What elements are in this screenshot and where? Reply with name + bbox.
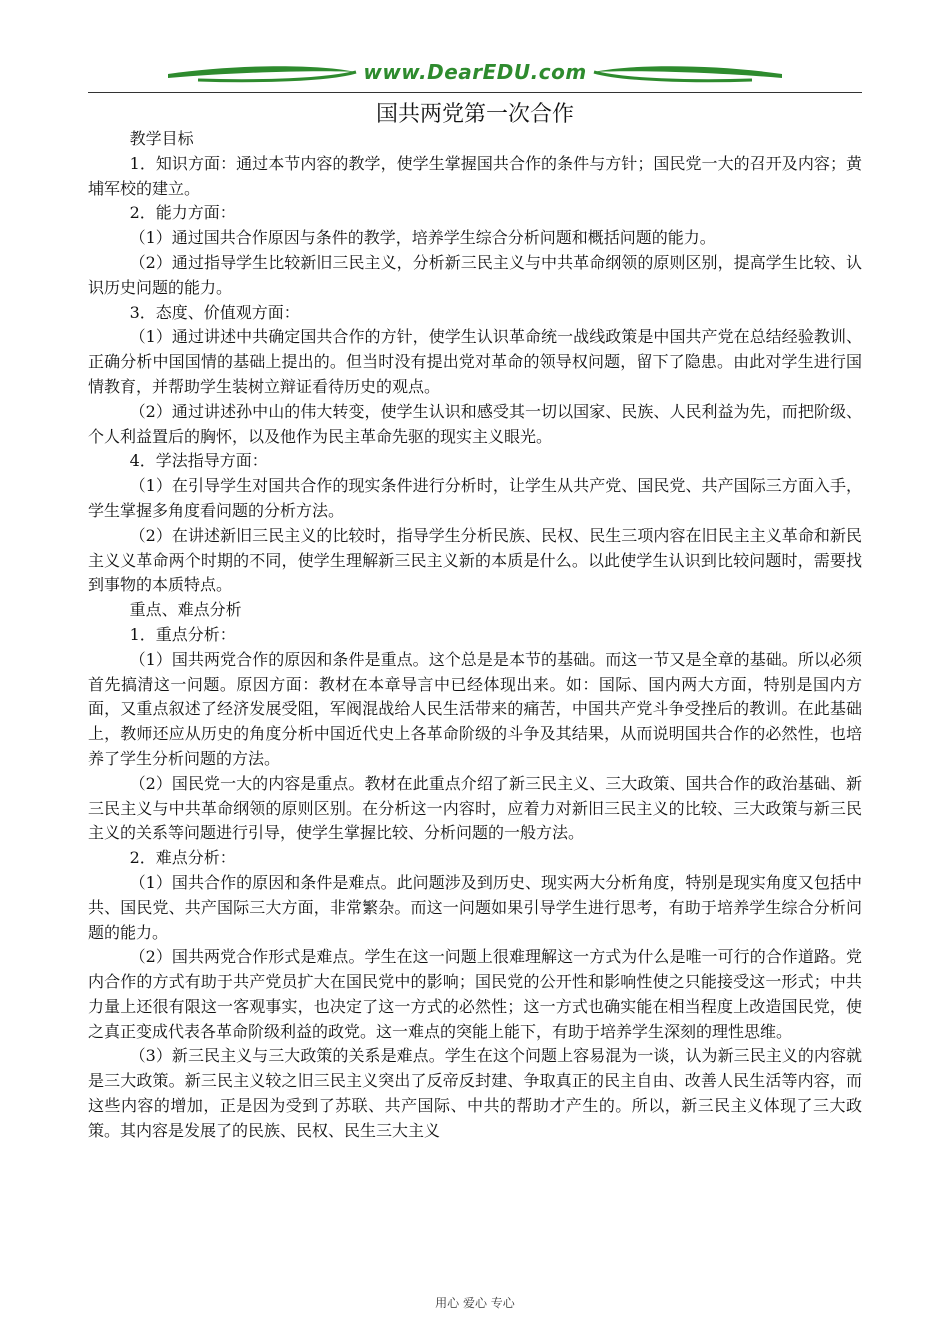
paragraph: （2）国共两党合作形式是难点。学生在这一问题上很难理解这一方式为什么是唯一可行的合作道路。党内合作的方式有助于共产党员扩大在国民党中的影响；国民党的公开性和影响性使之只能接受这一形式；中共力量上还很有限这一客观事实，也决定了这一方式的必然性；这一方式也确实能在相当程度上改造国民党，使之真正变成代表各革命阶级利益的政党。这一难点的突能上能下，有助于培养学生深刻的理性思维。 [88, 947, 862, 1041]
document-body [88, 127, 862, 1144]
section-heading: 教学目标 [129, 129, 194, 148]
paragraph: （1）在引导学生对国共合作的现实条件进行分析时，让学生从共产党、国民党、共产国际三方面入手，学生掌握多角度看问题的分析方法。 [88, 476, 862, 520]
section-heading: 重点、难点分析 [129, 600, 242, 620]
site-banner [88, 58, 862, 92]
paragraph: （2）在讲述新旧三民主义的比较时，指导学生分析民族、民权、民生三项内容在旧民主主义革命和新民主义义革命两个时期的不同，使学生理解新三民主义新的本质是什么。以此使学生认识到比较问题时，需要找到事物的本质特点。 [88, 525, 862, 595]
paragraph: （1）国共两党合作的原因和条件是重点。这个总是是本节的基础。而这一节又是全章的基础。所以必须首先搞清这一问题。原因方面：教材在本章导言中已经体现出来。如：国际、国内两大方面，特别是国内方面，又重点叙述了经济发展受阻，军阀混战给人民生活带来的痛苦，中国共产党斗争受挫后的教训。在此基础上，教师还应从历史的角度分析中国近代史上各革命阶级的斗争及其结果，从而说明国共合作的必然性，也培养了学生分析问题的方法。 [88, 649, 862, 768]
site-logo: www.DearEDU.com [363, 60, 587, 84]
paragraph: （1）通过讲述中共确定国共合作的方针，使学生认识革命统一战线政策是中国共产党在总结经验教训、正确分析中国国情的基础上提出的。但当时没有提出党对革命的领导权问题，留下了隐患。由此对学生进行国情教育，并帮助学生装树立辩证看待历史的观点。 [88, 327, 862, 396]
paragraph: 4．学法指导方面： [129, 451, 268, 471]
paragraph: （2）通过指导学生比较新旧三民主义，分析新三民主义与中共革命纲领的原则区别，提高学生比较、认识历史问题的能力。 [88, 252, 862, 297]
paragraph: 1．知识方面：通过本节内容的教学，使学生掌握国共合作的条件与方针；国民党一大的召开及内容；黄埔军校的建立。 [88, 153, 862, 198]
paragraph: （2）通过讲述孙中山的伟大转变，使学生认识和感受其一切以国家、民族、人民利益为先，而把阶级、个人利益置后的胸怀，以及他作为民主革命先驱的现实主义眼光。 [88, 401, 862, 446]
paragraph: 2．能力方面： [129, 203, 236, 223]
paragraph: 2．难点分析： [129, 848, 236, 868]
paragraph: 1．重点分析： [129, 624, 236, 644]
header-divider [88, 92, 862, 93]
paragraph: （1）国共合作的原因和条件是难点。此问题涉及到历史、现实两大分析角度，特别是现实角度又包括中共、国民党、共产国际三大方面，非常繁杂。而这一问题如果引导学生进行思考，有助于培养学生综合分析问题的能力。 [88, 872, 862, 942]
paragraph: （2）国民党一大的内容是重点。教材在此重点介绍了新三民主义、三大政策、国共合作的政治基础、新三民主义与中共革命纲领的原则区别。在分析这一内容时，应着力对新旧三民主义的比较、三大政策与新三民主义的关系等问题进行引导，使学生掌握比较、分析问题的一般方法。 [88, 773, 862, 843]
document-title: 国共两党第一次合作 [375, 102, 574, 127]
paragraph: （3）新三民主义与三大政策的关系是难点。学生在这个问题上容易混为一谈，认为新三民主义的内容就是三大政策。新三民主义较之旧三民主义突出了反帝反封建、争取真正的民主自由、改善人民生活等内容，而这些内容的增加，正是因为受到了苏联、共产国际、中共的帮助才产生的。所以，新三民主义体现了三大政策。其内容是发展了的民族、民权、民生三大主义 [88, 1046, 862, 1140]
page-footer: 用心 爱心 专心 [435, 1296, 515, 1310]
paragraph: （1）通过国共合作原因与条件的教学，培养学生综合分析问题和概括问题的能力。 [129, 228, 716, 248]
paragraph: 3．态度、价值观方面： [129, 302, 300, 322]
